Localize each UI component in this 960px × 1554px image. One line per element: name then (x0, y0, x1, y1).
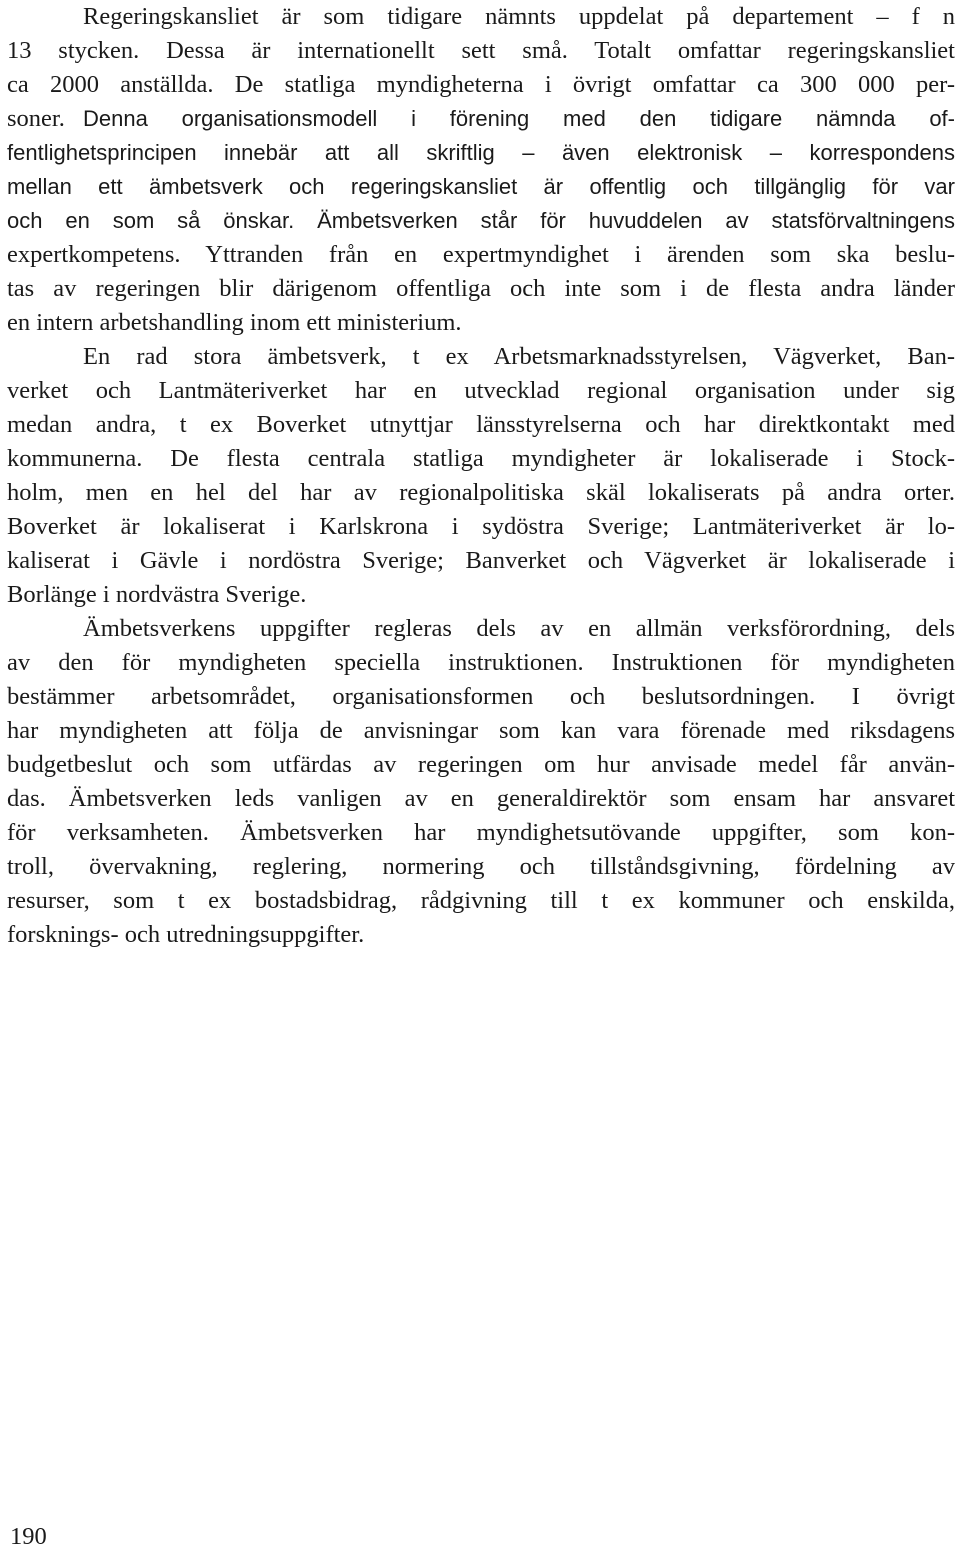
text-line: soner. (7, 105, 65, 132)
text-line: av den för myndigheten speciella instruktionen. Instruktionen för myndigheten (7, 649, 955, 676)
text-line: tas av regeringen blir därigenom offentliga och inte som i de flesta andra länder (7, 275, 955, 302)
text-line: Ämbetsverkens uppgifter regleras dels av en allmän verksförordning, dels (83, 615, 955, 642)
text-line: kommunerna. De flesta centrala statliga myndigheter är lokaliserade i Stock- (7, 445, 955, 472)
text-line: och en som så önskar. Ämbetsverken står för huvuddelen av statsförvaltningens (7, 208, 955, 233)
paragraph (7, 102, 955, 340)
text-line: Borlänge i nordvästra Sverige. (7, 581, 307, 608)
text-line: för verksamheten. Ämbetsverken har myndighetsutövande uppgifter, som kon- (7, 819, 955, 846)
paragraph (7, 612, 955, 952)
text-line: fentlighetsprincipen innebär att all skriftlig – även elektronisk – korrespondens (7, 140, 955, 165)
text-line: Regeringskansliet är som tidigare nämnts uppdelat på departement – f n (83, 3, 955, 30)
text-line: mellan ett ämbetsverk och regeringskansliet är offentlig och tillgänglig för var (7, 174, 955, 199)
text-line: kaliserat i Gävle i nordöstra Sverige; Banverket och Vägverket är lokaliserade i (7, 547, 955, 574)
text-line: verket och Lantmäteriverket har en utvecklad regional organisation under sig (7, 377, 955, 404)
text-line: das. Ämbetsverken leds vanligen av en generaldirektör som ensam har ansvaret (7, 785, 955, 812)
paragraph (7, 340, 955, 612)
page-body (7, 0, 955, 952)
text-line: expertkompetens. Yttranden från en expertmyndighet i ärenden som ska beslu- (7, 241, 955, 268)
text-line: en intern arbetshandling inom ett ministerium. (7, 309, 462, 336)
text-line: bestämmer arbetsområdet, organisationsformen och beslutsordningen. I övrigt (7, 683, 955, 710)
text-line: resurser, som t ex bostadsbidrag, rådgivning till t ex kommuner och enskilda, (7, 887, 955, 914)
text-line: 13 stycken. Dessa är internationellt sett små. Totalt omfattar regeringskansliet (7, 37, 955, 64)
page-number: 190 (10, 1523, 47, 1550)
text-line: Denna organisationsmodell i förening med den tidigare nämnda of- (83, 106, 955, 131)
text-line: holm, men en hel del har av regionalpolitiska skäl lokaliserats på andra orter. (7, 479, 955, 506)
text-line: har myndigheten att följa de anvisningar som kan vara förenade med riksdagens (7, 717, 955, 744)
text-line: forsknings- och utredningsuppgifter. (7, 921, 365, 948)
text-line: budgetbeslut och som utfärdas av regeringen om hur anvisade medel får använ- (7, 751, 955, 778)
text-line: Boverket är lokaliserat i Karlskrona i sydöstra Sverige; Lantmäteriverket är lo- (7, 513, 955, 540)
text-line: ca 2000 anställda. De statliga myndigheterna i övrigt omfattar ca 300 000 per- (7, 71, 955, 98)
text-line: medan andra, t ex Boverket utnyttjar länsstyrelserna och har direktkontakt med (7, 411, 955, 438)
text-line: En rad stora ämbetsverk, t ex Arbetsmarknadsstyrelsen, Vägverket, Ban- (83, 343, 955, 370)
text-line: troll, övervakning, reglering, normering och tillståndsgivning, fördelning av (7, 853, 955, 880)
